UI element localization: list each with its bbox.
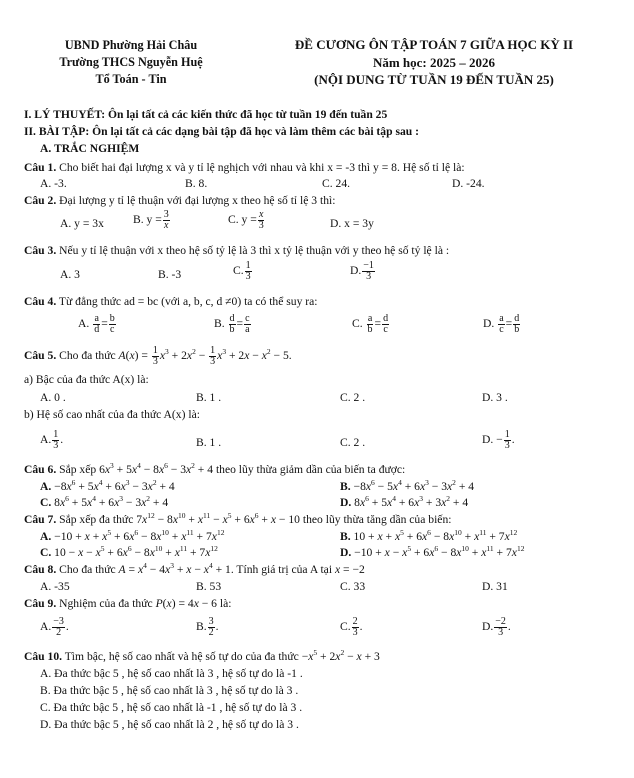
question-label: Câu 7. (24, 513, 57, 526)
q3-option-b: B. -3 (158, 268, 182, 281)
school-org-line1: UBND Phường Hải Châu (64, 38, 198, 52)
q6-option-b: B. $-8x^6 - 5x^4 + 6x^3 - 3x^2 + 4$ (340, 478, 475, 493)
q5b-option-d: D. − $\frac{1}{3}$ . (482, 429, 515, 451)
question-2 (24, 194, 335, 207)
q5a-option-c: C. 2 . (340, 391, 366, 404)
q8-option-b: B. 53 (196, 580, 222, 593)
q5-sub-a: a) Bậc của đa thức A(x) là: (24, 373, 149, 386)
q8-option-d: D. 31 (482, 580, 508, 593)
section-exercises: II. BÀI TẬP: Ôn lại tất cả các dạng bài tập đã học và làm thêm các bài tập sau : (24, 125, 419, 138)
q10-option-d: D. Đa thức bậc 5 , hệ số cao nhất là 2 , hệ số tự do là 3 . (40, 718, 299, 731)
q5a-option-d: D. 3 . (482, 391, 508, 404)
question-text: Nếu y tỉ lệ thuận với x theo hệ số tỷ lệ là 3 thì x tỷ lệ thuận với y theo hệ số tỷ lệ là : (59, 244, 450, 257)
q7-option-d: D. $-10 + x - x^5 + 6x^6 - 8x^{10} + x^{11} + 7x^{12}$ (340, 544, 525, 559)
polynomial-a: A(x) = $\frac{1}{3}$ $x^3 + 2x^2$ − $\frac{1}{3}$ $x^3 + 2x - x^2 - 5$ (118, 345, 289, 367)
q9-option-d: D. $\frac{-2}{3}$ . (482, 616, 511, 638)
question-text: Từ đẳng thức ad = bc (với a, b, c, d ≠0) ta có thể suy ra: (58, 295, 318, 308)
q2-option-b: B. y = $\frac{3}{x}$ (133, 209, 169, 231)
q8-option-a: A. -35 (40, 580, 70, 593)
q9-option-c: C. $\frac{2}{3}$ . (340, 616, 363, 638)
question-text: Đại lượng y tỉ lệ thuận với đại lượng x theo hệ số tỉ lệ 3 thì: (59, 194, 336, 207)
q10-option-b: B. Đa thức bậc 5 , hệ số cao nhất là 3 , hệ số tự do là 3 . (40, 684, 299, 697)
question-label: Câu 4. (24, 295, 57, 308)
school-year: Năm học: 2025 – 2026 (372, 55, 496, 70)
q3-option-d: D. $\frac{-1}{3}$ (350, 260, 374, 282)
question-label: Câu 9. (24, 597, 57, 610)
q5b-option-a: A. $\frac{1}{3}$ . (40, 429, 64, 451)
q5b-option-c: C. 2 . (340, 436, 366, 449)
document-title: ĐỀ CƯƠNG ÔN TẬP TOÁN 7 GIỮA HỌC KỲ II (294, 37, 574, 52)
q6-option-d: D. $8x^6 + 5x^4 + 6x^3 + 3x^2 + 4$ (340, 494, 469, 509)
question-5: Câu 5. Cho đa thức A(x) = $\frac{1}{3}$ $x^3 + 2x^2$ − $\frac{1}{3}$ $x^3 + 2x - x^2 - 5$. (24, 345, 292, 367)
q1-option-b: B. 8. (185, 177, 208, 190)
q3-option-c: C. $\frac{1}{3}$ (233, 260, 251, 282)
question-label: Câu 5. (24, 349, 57, 363)
department: Tổ Toán - Tin (95, 72, 167, 86)
q4-option-c: C. $\frac{a}{b}$ = $\frac{d}{c}$ (352, 313, 389, 335)
q2-option-d: D. x = 3y (330, 217, 374, 230)
q5a-option-b: B. 1 . (196, 391, 222, 404)
q7-option-b: B. $10 + x + x^5 + 6x^6 - 8x^{10} + x^{11} + 7x^{12}$ (340, 528, 518, 543)
q5a-option-a: A. 0 . (40, 391, 66, 404)
q9-option-b: B. $\frac{3}{2}$ . (196, 616, 219, 638)
question-10: Câu 10. Tìm bậc, hệ số cao nhất và hệ số tự do của đa thức $-x^5 + 2x^2 - x + 3$ (24, 648, 380, 663)
q10-option-a: A. Đa thức bậc 5 , hệ số cao nhất là 3 , hệ số tự do là -1 . (40, 667, 303, 680)
q8-option-c: C. 33 (340, 580, 366, 593)
question-4 (24, 295, 318, 308)
question-8: Câu 8. Cho đa thức $A = x^4 - 4x^3 + x - x^4 + 1$. Tính giá trị của A tại x = −2 (24, 561, 365, 576)
q4-option-b: B. $\frac{d}{b}$ = $\frac{c}{a}$ (214, 313, 250, 335)
q6-option-c: C. $8x^6 + 5x^4 + 6x^3 - 3x^2 + 4$ (40, 494, 169, 509)
q9-option-a: A. $\frac{-3}{2}$ . (40, 616, 69, 638)
q2-option-c: C. y = $\frac{x}{3}$ (228, 209, 264, 231)
q7-option-a: A. $-10 + x + x^5 + 6x^6 - 8x^{10} + x^{11} + 7x^{12}$ (40, 528, 225, 543)
question-3 (24, 244, 449, 257)
question-label: Câu 1. (24, 161, 57, 174)
question-7: Câu 7. Sắp xếp đa thức $7x^{12} - 8x^{10} + x^{11} - x^5 + 6x^6 + x - 10$ theo lũy thừa tăng dần của biến: (24, 511, 452, 526)
section-mcq: A. TRẮC NGHIỆM (40, 142, 140, 155)
question-1 (24, 161, 465, 174)
q7-option-c: C. $10 - x - x^5 + 6x^6 - 8x^{10} + x^{11} + 7x^{12}$ (40, 544, 218, 559)
q4-option-d: D. $\frac{a}{c}$ = $\frac{d}{b}$ (483, 313, 520, 335)
q10-option-c: C. Đa thức bậc 5 , hệ số cao nhất là -1 , hệ số tự do là 3 . (40, 701, 303, 714)
question-label: Câu 8. (24, 563, 57, 576)
q6-option-a: A. $-8x^6 + 5x^4 + 6x^3 - 3x^2 + 4$ (40, 478, 175, 493)
q4-option-a: A. $\frac{a}{d}$ = $\frac{b}{c}$ (78, 313, 115, 335)
content-range: (NỘI DUNG TỪ TUẦN 19 ĐẾN TUẦN 25) (314, 72, 554, 87)
q1-option-a: A. -3. (40, 177, 67, 190)
q1-option-d: D. -24. (452, 177, 485, 190)
q2-option-a: A. y = 3x (60, 217, 104, 230)
question-9: Câu 9. Nghiệm của đa thức P(x) = 4x − 6 là: (24, 597, 232, 610)
q3-option-a: A. 3 (60, 268, 80, 281)
school-name: Trường THCS Nguyễn Huệ (59, 55, 203, 69)
q5-sub-b: b) Hệ số cao nhất của đa thức A(x) là: (24, 408, 200, 421)
question-label: Câu 2. (24, 194, 57, 207)
question-label: Câu 3. (24, 244, 57, 257)
section-theory: I. LÝ THUYẾT: Ôn lại tất cả các kiến thức đã học từ tuần 19 đến tuần 25 (24, 108, 388, 121)
question-text: Cho biết hai đại lượng x và y tỉ lệ nghịch với nhau và khi x = -3 thì y = 8. Hệ số tỉ lệ là: (59, 161, 465, 174)
question-label: Câu 6. (24, 463, 57, 476)
question-label: Câu 10. (24, 650, 63, 663)
q5b-option-b: B. 1 . (196, 436, 222, 449)
q1-option-c: C. 24. (322, 177, 351, 190)
question-6: Câu 6. Sắp xếp $6x^3 + 5x^4 - 8x^6 - 3x^2 + 4$ theo lũy thừa giảm dần của biến ta được: (24, 461, 406, 476)
